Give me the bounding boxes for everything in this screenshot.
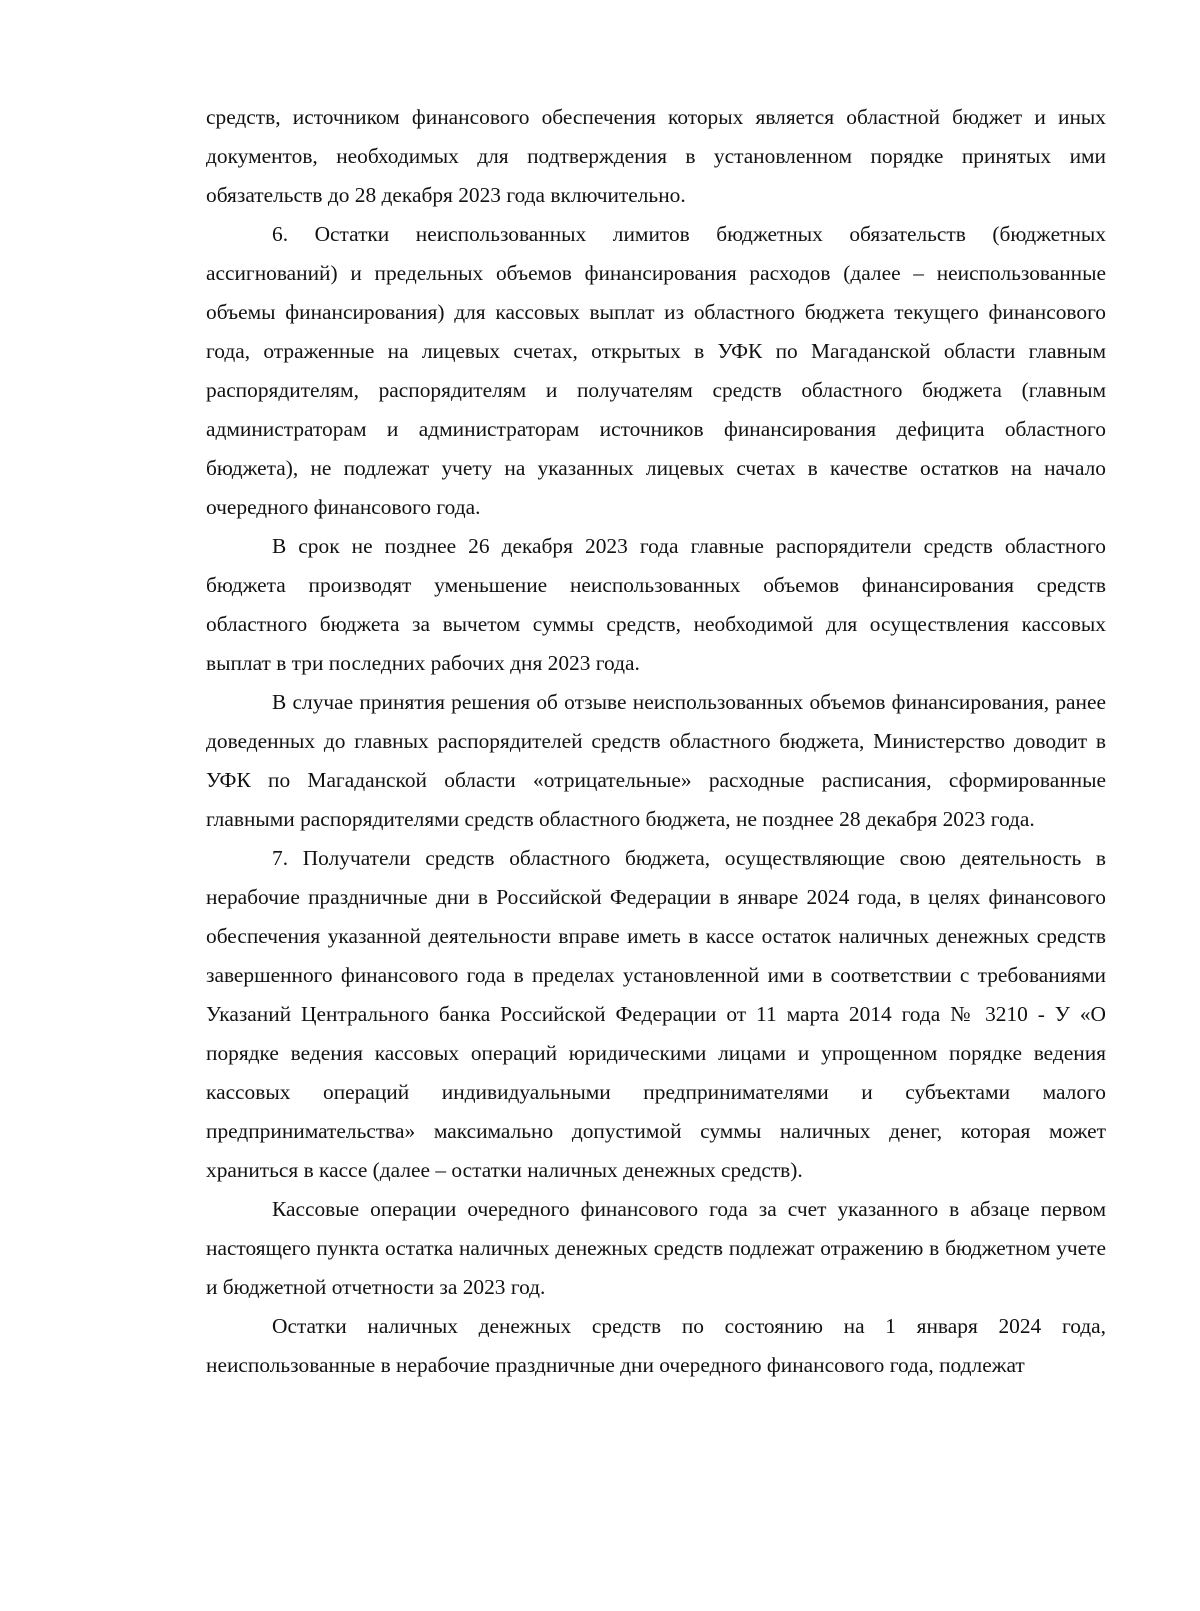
paragraph-continuation: средств, источником финансового обеспечения которых является областной бюджет и иных документов, необходимых для подтверждения в установленном порядке принятых ими обязательств до 28 декабря 2023 года включительно. — [206, 105, 1106, 207]
paragraph-cash-operations: Кассовые операции очередного финансового года за счет указанного в абзаце первом настоящего пункта остатка наличных денежных средств подлежат отражению в бюджетном учете и бюджетной отчетности за 2023 год. — [206, 1197, 1106, 1299]
paragraph-cash-balances: Остатки наличных денежных средств по состоянию на 1 января 2024 года, неиспользованные в нерабочие праздничные дни очередного финансового года, подлежат — [206, 1314, 1106, 1377]
paragraph-item-7: 7. Получатели средств областного бюджета, осуществляющие свою деятельность в нерабочие праздничные дни в Российской Федерации в январе 2024 года, в целях финансового обеспечения указанной деятельности вправе иметь в кассе остаток наличных денежных средств завершенного финансового года в пределах установленной ими в соответствии с требованиями Указаний Центрального банка Российской Федерации от 11 марта 2014 года № 3210 - У «О порядке ведения кассовых операций юридическими лицами и упрощенном порядке ведения кассовых операций индивидуальными предпринимателями и субъектами малого предпринимательства» максимально допустимой суммы наличных денег, которая может храниться в кассе (далее – остатки наличных денежных средств). — [206, 846, 1106, 1182]
paragraph-item-6: 6. Остатки неиспользованных лимитов бюджетных обязательств (бюджетных ассигнований) и предельных объемов финансирования расходов (далее – неиспользованные объемы финансирования) для кассовых выплат из областного бюджета текущего финансового года, отраженные на лицевых счетах, открытых в УФК по Магаданской области главным распорядителям, распорядителям и получателям средств областного бюджета (главным администраторам и администраторам источников финансирования дефицита областного бюджета), не подлежат учету на указанных лицевых счетах в качестве остатков на начало очередного финансового года. — [206, 222, 1106, 519]
paragraph-deadline-reduction: В срок не позднее 26 декабря 2023 года главные распорядители средств областного бюджета производят уменьшение неиспользованных объемов финансирования средств областного бюджета за вычетом суммы средств, необходимой для осуществления кассовых выплат в три последних рабочих дня 2023 года. — [206, 534, 1106, 675]
paragraph-withdrawal-decision: В случае принятия решения об отзыве неиспользованных объемов финансирования, ранее доведенных до главных распорядителей средств областного бюджета, Министерство доводит в УФК по Магаданской области «отрицательные» расходные расписания, сформированные главными распорядителями средств областного бюджета, не позднее 28 декабря 2023 года. — [206, 690, 1106, 831]
document-body — [206, 98, 1106, 1385]
